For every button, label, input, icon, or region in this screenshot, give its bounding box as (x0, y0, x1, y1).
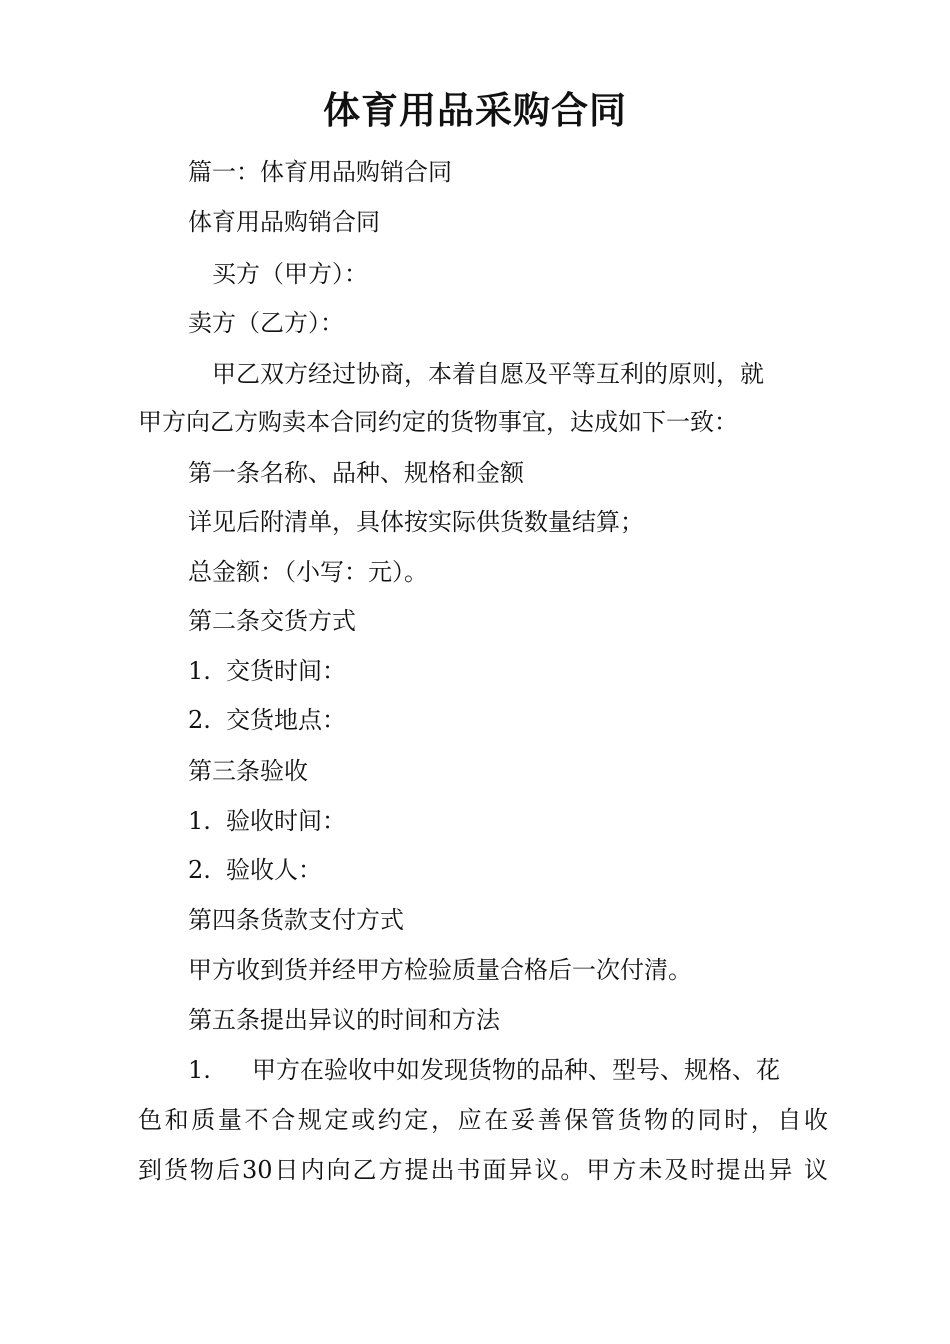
article-three-heading: 第三条验收 (188, 757, 308, 785)
preamble-line-1: 甲乙双方经过协商，本着自愿及平等互利的原则，就 (212, 360, 764, 388)
item-text: 交货时间： (226, 657, 346, 685)
item-text: 验收时间： (226, 807, 346, 835)
item-text: 甲方在验收中如发现货物的品种、型号、规格、花 (252, 1056, 780, 1084)
objection-clause-line-2: 色和质量不合规定或约定，应在妥善保管货物的同时，自收 (138, 1106, 828, 1134)
item-number: 1. (188, 1056, 211, 1084)
article-one-heading: 第一条名称、品种、规格和金额 (188, 459, 524, 487)
delivery-time-item (188, 654, 346, 688)
article-five-heading: 第五条提出异议的时间和方法 (188, 1006, 500, 1034)
item-number: 2. (188, 706, 211, 734)
article-two-heading: 第二条交货方式 (188, 607, 356, 635)
payment-method-detail: 甲方收到货并经甲方检验质量合格后一次付清。 (188, 956, 692, 984)
item-number: 1. (188, 807, 211, 835)
preamble-line-2: 甲方向乙方购卖本合同约定的货物事宜，达成如下一致： (138, 408, 738, 436)
seller-party-line: 卖方（乙方）： (188, 309, 344, 337)
acceptance-person-item (188, 853, 322, 887)
item-number: 2. (188, 856, 211, 884)
item-text: 验收人： (226, 856, 322, 884)
acceptance-time-item (188, 804, 346, 838)
total-amount-line: 总金额：（小写：元）。 (188, 558, 428, 586)
item-text: 交货地点： (226, 706, 346, 734)
buyer-party-line: 买方（甲方）： (212, 260, 368, 288)
item-number: 1. (188, 657, 211, 685)
section-heading-part-one: 篇一：体育用品购销合同 (188, 158, 452, 186)
delivery-location-item (188, 703, 346, 737)
objection-clause-line-1 (188, 1053, 780, 1087)
contract-name: 体育用品购销合同 (188, 208, 380, 236)
objection-clause-line-3: 到货物后30日内向乙方提出书面异议。甲方未及时提出异 议 (138, 1156, 828, 1184)
article-four-heading: 第四条货款支付方式 (188, 906, 404, 934)
document-title: 体育用品采购合同 (323, 88, 627, 132)
article-one-detail: 详见后附清单，具体按实际供货数量结算； (188, 508, 644, 536)
